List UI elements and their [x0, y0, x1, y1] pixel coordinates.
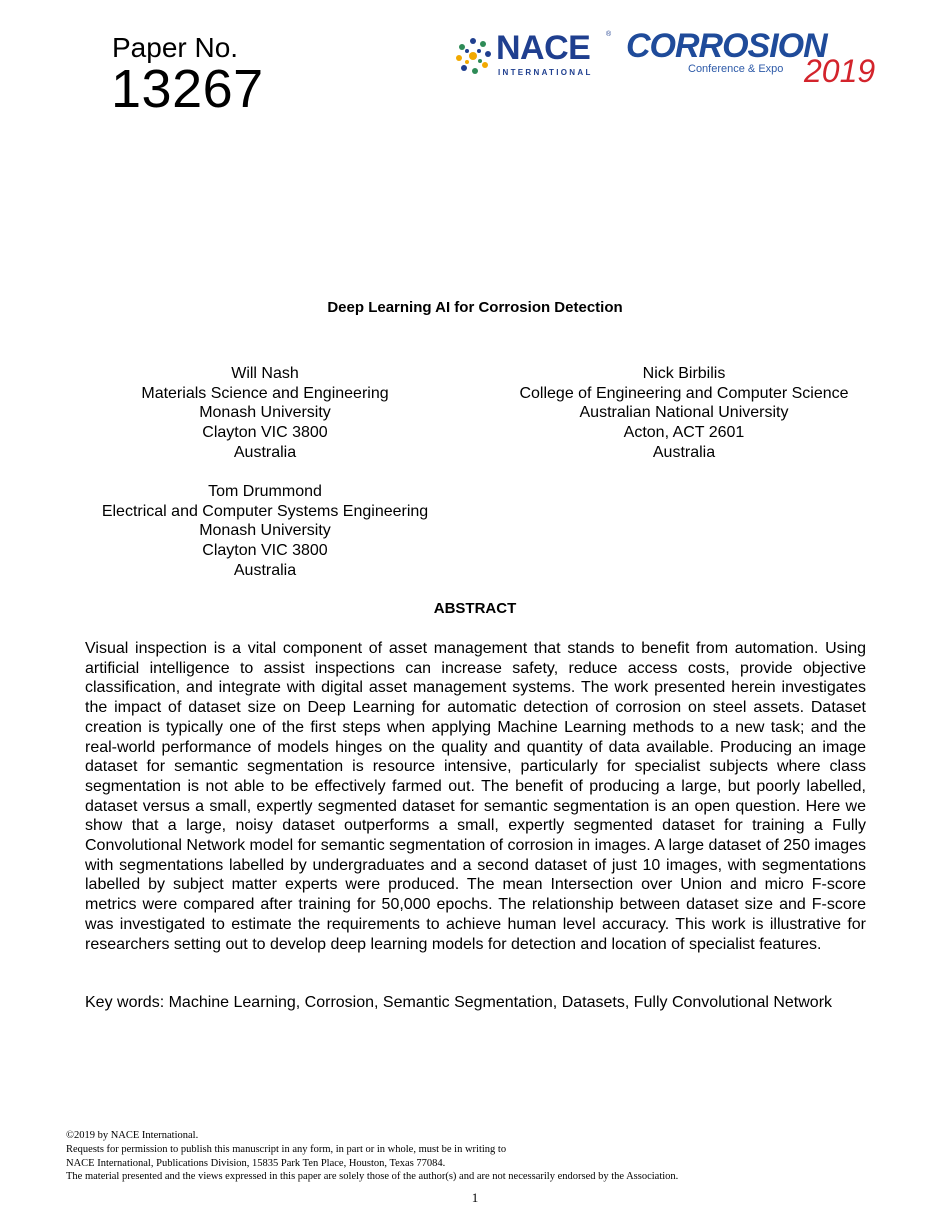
author-department: Materials Science and Engineering [141, 384, 389, 402]
nace-wordmark: NACE [496, 29, 591, 67]
paper-title: Deep Learning AI for Corrosion Detection [327, 299, 623, 316]
registered-mark: ® [606, 31, 612, 38]
nace-subtitle: INTERNATIONAL [498, 68, 593, 77]
corrosion-subtitle: Conference & Expo [688, 63, 784, 75]
page-number: 1 [471, 1190, 479, 1205]
footer-line: Requests for permission to publish this manuscript in any form, in part or in whole, must be in writing to [66, 1143, 507, 1155]
footer-line: The material presented and the views expressed in this paper are solely those of the author(s) and are not necessarily endorsed by the Association. [66, 1171, 679, 1183]
author-country: Australia [652, 443, 716, 461]
nace-logo [453, 29, 613, 80]
author-department: Electrical and Computer Systems Engineering [101, 502, 429, 520]
paper-number-label: Paper No. [112, 32, 239, 63]
author-block-birbilis [480, 364, 888, 463]
keywords: Key words: Machine Learning, Corrosion, Semantic Segmentation, Datasets, Fully Convolutional Network [85, 994, 833, 1011]
corrosion-year: 2019 [804, 53, 876, 89]
author-institution: Australian National University [579, 404, 789, 422]
author-country: Australia [233, 561, 297, 579]
author-city: Clayton VIC 3800 [202, 542, 328, 560]
abstract-text: Visual inspection is a vital component of asset management that stands to benefit from automation. Using artificial intelligence to assist inspections can increase safety, reduce access costs, provide objective classification, and integrate with digital asset management systems. The work presented herein investigates the impact of dataset size on Deep Learning for automatic detection of corrosion on steel assets. Dataset creation is typically one of the first steps when applying Machine Learning methods to a new task; and the real-world performance of models hinges on the quality and quantity of data available. Producing an image dataset for semantic segmentation is resource intensive, particularly for specialist subjects where class segmentation is not able to be effectively farmed out. The benefit of producing a large, but poorly labelled, dataset versus a small, expertly segmented dataset for semantic segmentation is an open question. Here we show that a large, noisy dataset outperforms a small, expertly segmented dataset for training a Fully Convolutional Network model for semantic segmentation of corrosion in images. A large dataset of 250 images with segmentations labelled by undergraduates and a second dataset of just 10 images, with segmentations labelled by subject matter experts were produced. The mean Intersection over Union and micro F-score metrics were compared after training for 50,000 epochs. The relationship between dataset size and F-score was investigated to estimate the requirements to achieve human level accuracy. This work is illustrative for researchers setting out to develop deep learning models for detection and location of specialist features. [85, 640, 866, 953]
paper-number: 13267 [111, 59, 264, 119]
corrosion-wordmark: CORROSION [626, 27, 827, 65]
abstract-heading: ABSTRACT [433, 600, 517, 617]
author-block-drummond [60, 482, 470, 581]
author-city: Clayton VIC 3800 [202, 424, 328, 442]
author-country: Australia [233, 443, 297, 461]
author-city: Acton, ACT 2601 [623, 424, 745, 442]
author-name: Tom Drummond [208, 483, 322, 500]
author-block-nash [60, 364, 470, 463]
author-institution: Monash University [199, 522, 331, 540]
author-name: Will Nash [231, 365, 299, 382]
author-name: Nick Birbilis [642, 365, 726, 382]
footer-line: NACE International, Publications Division, 15835 Park Ten Place, Houston, Texas 77084. [66, 1157, 446, 1169]
corrosion-logo [626, 28, 886, 90]
footer-line: ©2019 by NACE International. [66, 1130, 199, 1141]
copyright-footer [66, 1129, 678, 1184]
author-institution: Monash University [199, 404, 331, 422]
nace-globe-icon [453, 32, 497, 80]
author-department: College of Engineering and Computer Science [519, 384, 849, 402]
